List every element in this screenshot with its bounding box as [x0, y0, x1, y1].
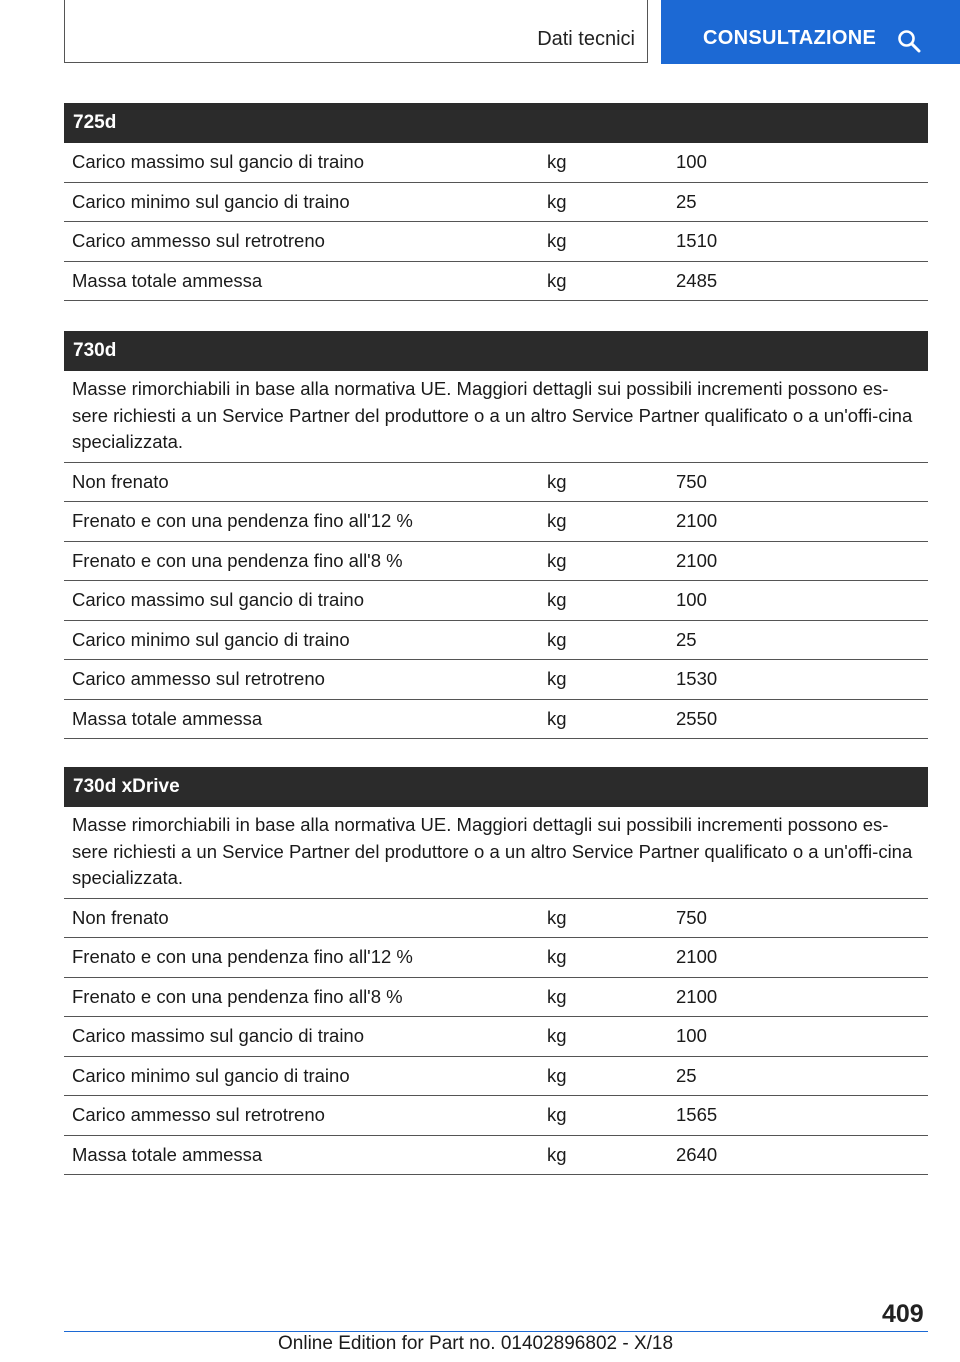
- section-heading: 730d xDrive: [64, 767, 928, 807]
- row-value: 2100: [676, 985, 718, 1007]
- table-row: [64, 700, 928, 740]
- row-unit: kg: [547, 269, 567, 291]
- row-label: Massa totale ammessa: [72, 269, 263, 291]
- row-value: 100: [676, 1025, 707, 1047]
- row-value: 100: [676, 151, 707, 173]
- row-value: 2100: [676, 510, 718, 532]
- table-row: [64, 262, 928, 302]
- table-row: [64, 502, 928, 542]
- row-unit: kg: [547, 190, 567, 212]
- table-row: [64, 463, 928, 503]
- row-unit: kg: [547, 1143, 567, 1165]
- row-unit: kg: [547, 230, 567, 252]
- section-note: Masse rimorchiabili in base alla normativa UE. Maggiori dettagli sui possibili incrementi possono es-sere richiesti a un Service Partner del produttore o a un altro Service Partner qualificato o a un'offi-cina specializzata.: [64, 807, 928, 899]
- row-unit: kg: [547, 510, 567, 532]
- row-label: Carico minimo sul gancio di traino: [72, 190, 350, 212]
- footer-edition-text: Online Edition for Part no. 01402896802 - X/18: [278, 1333, 674, 1354]
- table-row: [64, 222, 928, 262]
- row-label: Carico massimo sul gancio di traino: [72, 151, 365, 173]
- row-value: 2100: [676, 946, 718, 968]
- row-label: Carico minimo sul gancio di traino: [72, 1064, 350, 1086]
- table-row: [64, 938, 928, 978]
- footer-divider: [64, 1331, 928, 1332]
- row-unit: kg: [547, 470, 567, 492]
- row-value: 2640: [676, 1143, 718, 1165]
- row-unit: kg: [547, 985, 567, 1007]
- row-value: 25: [676, 1064, 697, 1086]
- row-unit: kg: [547, 589, 567, 611]
- table-row: [64, 183, 928, 223]
- table-row: [64, 899, 928, 939]
- row-unit: kg: [547, 668, 567, 690]
- row-value: 2550: [676, 707, 718, 729]
- row-label: Carico ammesso sul retrotreno: [72, 668, 325, 690]
- row-unit: kg: [547, 151, 567, 173]
- table-row: [64, 660, 928, 700]
- spec-table-725d: [64, 103, 928, 301]
- row-value: 1530: [676, 668, 718, 690]
- table-row: [64, 1057, 928, 1097]
- row-value: 100: [676, 589, 707, 611]
- row-label: Massa totale ammessa: [72, 1143, 263, 1165]
- row-unit: kg: [547, 1104, 567, 1126]
- section-note: Masse rimorchiabili in base alla normativa UE. Maggiori dettagli sui possibili incrementi possono es-sere richiesti a un Service Partner del produttore o a un altro Service Partner qualificato o a un'offi-cina specializzata.: [64, 371, 928, 463]
- row-label: Carico ammesso sul retrotreno: [72, 1104, 325, 1126]
- row-unit: kg: [547, 549, 567, 571]
- page-title: Dati tecnici: [537, 28, 635, 50]
- row-label: Carico ammesso sul retrotreno: [72, 230, 325, 252]
- search-icon[interactable]: [897, 29, 921, 53]
- row-label: Frenato e con una pendenza fino all'12 %: [72, 946, 413, 968]
- row-label: Carico massimo sul gancio di traino: [72, 589, 365, 611]
- section-heading: 725d: [64, 103, 928, 143]
- table-row: [64, 978, 928, 1018]
- row-label: Frenato e con una pendenza fino all'12 %: [72, 510, 413, 532]
- header-frame: [64, 0, 648, 63]
- row-value: 2100: [676, 549, 718, 571]
- row-value: 750: [676, 906, 707, 928]
- row-label: Massa totale ammessa: [72, 707, 263, 729]
- row-unit: kg: [547, 906, 567, 928]
- row-label: Non frenato: [72, 470, 169, 492]
- table-row: [64, 1096, 928, 1136]
- section-heading: 730d: [64, 331, 928, 371]
- row-unit: kg: [547, 707, 567, 729]
- row-unit: kg: [547, 946, 567, 968]
- table-row: [64, 1136, 928, 1176]
- row-label: Non frenato: [72, 906, 169, 928]
- table-row: [64, 542, 928, 582]
- row-label: Frenato e con una pendenza fino all'8 %: [72, 985, 403, 1007]
- row-unit: kg: [547, 628, 567, 650]
- row-unit: kg: [547, 1025, 567, 1047]
- row-value: 25: [676, 628, 697, 650]
- table-row: [64, 143, 928, 183]
- row-value: 25: [676, 190, 697, 212]
- row-value: 2485: [676, 269, 718, 291]
- tab-consultazione[interactable]: [661, 0, 960, 64]
- row-value: 750: [676, 470, 707, 492]
- spec-table-730d-xdrive: [64, 767, 928, 1175]
- table-row: [64, 621, 928, 661]
- row-value: 1565: [676, 1104, 718, 1126]
- row-label: Carico minimo sul gancio di traino: [72, 628, 350, 650]
- table-row: [64, 1017, 928, 1057]
- tab-label: CONSULTAZIONE: [703, 26, 877, 49]
- page-number: 409: [882, 1300, 924, 1328]
- spec-table-730d: [64, 331, 928, 739]
- row-label: Carico massimo sul gancio di traino: [72, 1025, 365, 1047]
- table-row: [64, 581, 928, 621]
- row-value: 1510: [676, 230, 718, 252]
- row-unit: kg: [547, 1064, 567, 1086]
- row-label: Frenato e con una pendenza fino all'8 %: [72, 549, 403, 571]
